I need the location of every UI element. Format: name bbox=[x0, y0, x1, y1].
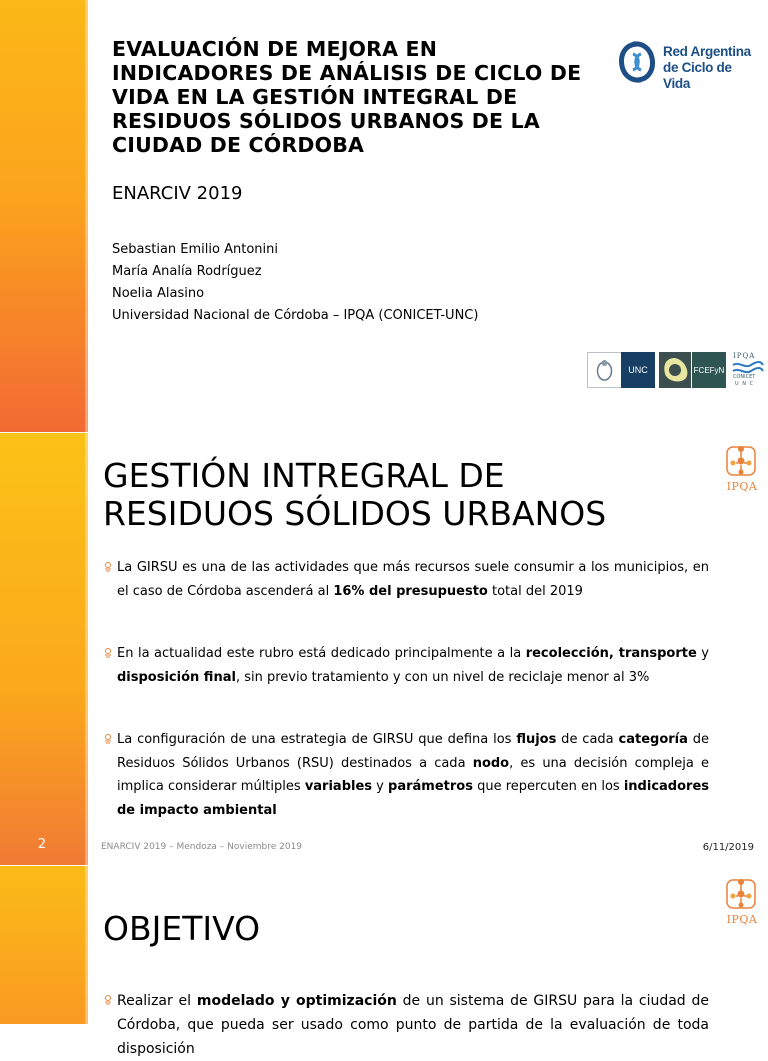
slide-gestion bbox=[0, 433, 768, 865]
bullet-list bbox=[103, 556, 709, 822]
bullet-list bbox=[103, 989, 709, 1061]
slide-date: 6/11/2019 bbox=[702, 842, 754, 853]
event-name: ENARCIV 2019 bbox=[112, 183, 243, 204]
slide-title: GESTIÓN INTREGRAL DE RESIDUOS SÓLIDOS URBANOS bbox=[103, 456, 607, 533]
bullet-2: En la actualidad este rubro está dedicado principalmente a la recolección, transporte y disposición final, sin previo tratamiento y con un nivel de reciclaje menor al 3% bbox=[103, 642, 709, 689]
fcefyn-logo: FCEFyN bbox=[692, 352, 726, 388]
page-number: 2 bbox=[37, 837, 47, 852]
ipqa-logo bbox=[722, 874, 762, 926]
bullet-marker-icon bbox=[103, 995, 113, 1006]
slide-side-bar bbox=[0, 433, 88, 865]
bullet-1: Realizar el modelado y optimización de un sistema de GIRSU para la ciudad de Córdoba, que pueda ser usado como punto de partida de la evaluación de toda disposición bbox=[103, 989, 709, 1061]
author-3: Noelia Alasino bbox=[112, 286, 205, 301]
ipqa-label: IPQA bbox=[726, 913, 758, 926]
slide-objetivo bbox=[0, 866, 768, 1057]
ipqa-logo bbox=[722, 441, 762, 493]
slide-title: OBJETIVO bbox=[103, 909, 261, 948]
slide-footer: ENARCIV 2019 – Mendoza – Noviembre 2019 bbox=[101, 842, 303, 852]
ipqa-conicet-logo: IPQA CONICET U N C bbox=[729, 352, 768, 388]
logo-line-2: de Ciclo de Vida bbox=[663, 60, 732, 91]
slide-title bbox=[0, 0, 768, 432]
authors-list bbox=[112, 239, 478, 327]
slide-side-bar bbox=[0, 866, 88, 1024]
bullet-marker-icon bbox=[103, 562, 113, 573]
life-cycle-icon bbox=[616, 40, 658, 84]
argentina-shield-icon bbox=[587, 352, 622, 388]
bullet-3: La configuración de una estrategia de GIRSU que defina los flujos de cada categoría de Residuos Sólidos Urbanos (RSU) destinados a cada nodo, es una decisión compleja e implica considerar múltiples variables y parámetros que repercuten en los indicadores de impacto ambiental bbox=[103, 728, 709, 822]
author-2: María Analía Rodríguez bbox=[112, 264, 262, 279]
ipqa-molecule-icon bbox=[722, 874, 762, 912]
logo-line-1: Red Argentina bbox=[663, 44, 751, 59]
red-ciclo-vida-logo bbox=[616, 40, 756, 91]
ipqa-molecule-icon bbox=[722, 441, 762, 479]
bullet-marker-icon bbox=[103, 648, 113, 659]
institution-logos bbox=[587, 352, 768, 388]
presentation-title: EVALUACIÓN DE MEJORA EN INDICADORES DE ANÁLISIS DE CICLO DE VIDA EN LA GESTIÓN INTEGRAL DE RESIDUOS SÓLIDOS URBANOS DE LA CIUDAD DE CÓRDOBA bbox=[112, 37, 582, 157]
ipqa-label: IPQA bbox=[726, 480, 758, 493]
slide-side-bar bbox=[0, 0, 88, 432]
unc-logo: UNC bbox=[621, 352, 655, 388]
author-1: Sebastian Emilio Antonini bbox=[112, 242, 278, 257]
bullet-1: La GIRSU es una de las actividades que más recursos suele consumir a los municipios, en el caso de Córdoba ascenderá al 16% del presupuesto total del 2019 bbox=[103, 556, 709, 603]
fcefyn-emblem-icon bbox=[659, 352, 691, 388]
affiliation: Universidad Nacional de Córdoba – IPQA (CONICET-UNC) bbox=[112, 308, 479, 323]
bullet-marker-icon bbox=[103, 734, 113, 745]
